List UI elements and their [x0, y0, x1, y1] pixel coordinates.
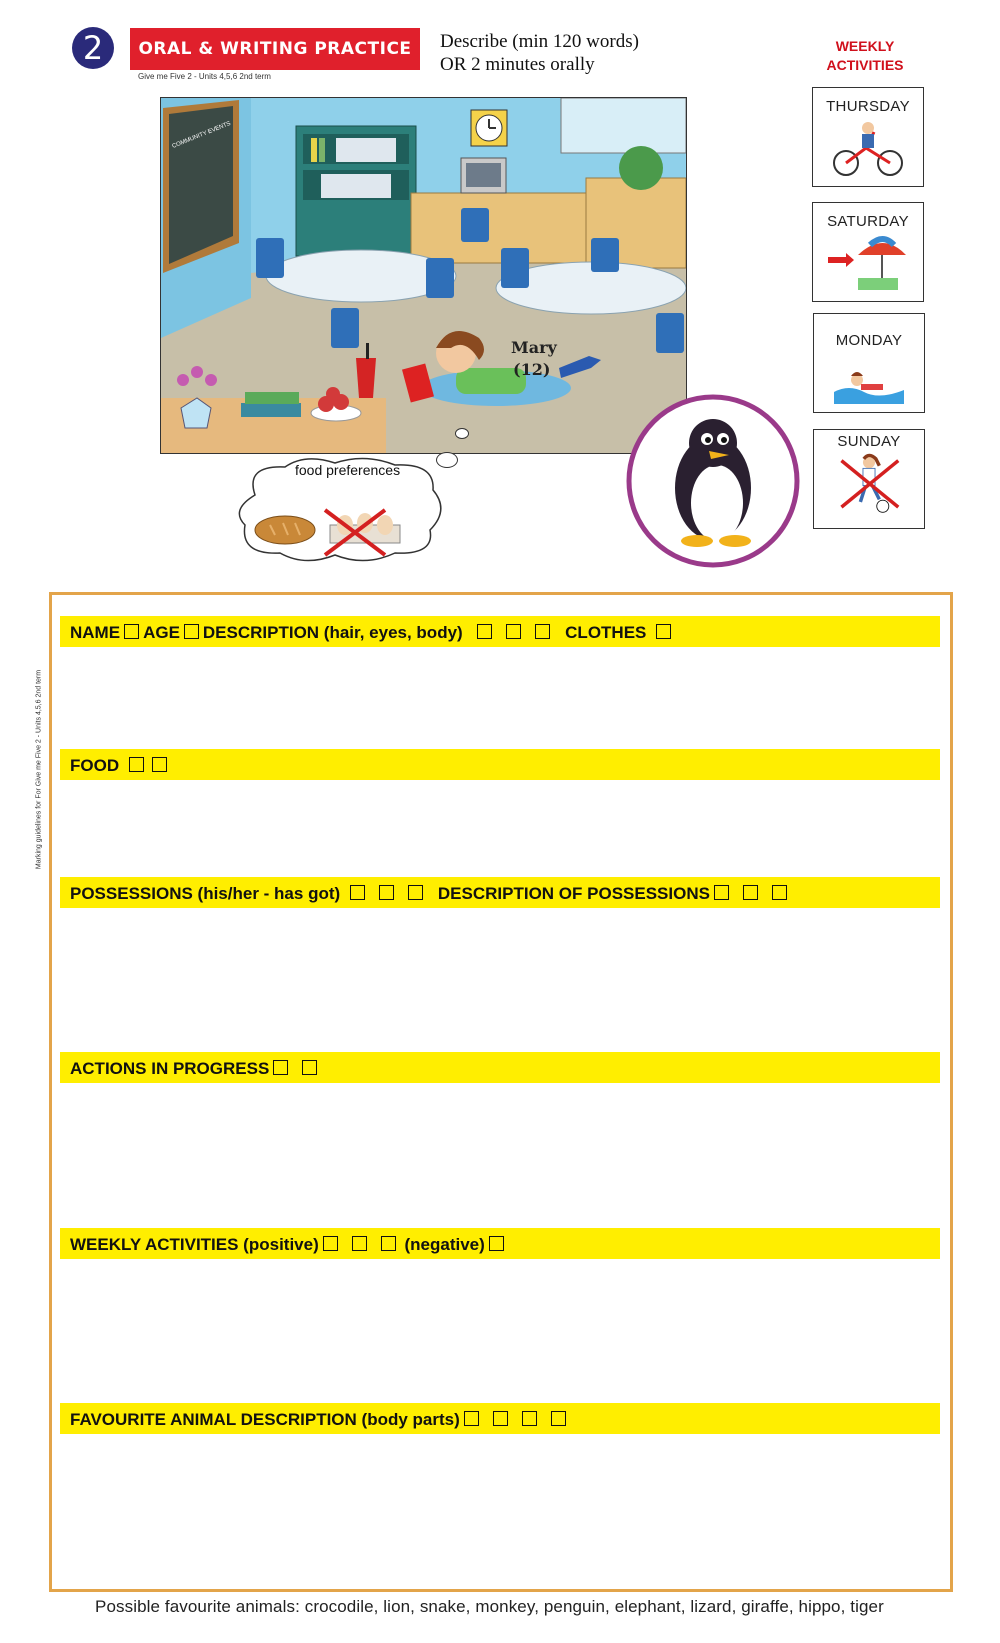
footer-note: Possible favourite animals: crocodile, lion, snake, monkey, penguin, elephant, lizard, giraffe, hippo, tiger	[95, 1597, 884, 1616]
day-label: MONDAY	[835, 332, 903, 349]
checkbox[interactable]	[551, 1411, 566, 1426]
blackboard-text: COMMUNITY EVENTS	[171, 120, 232, 150]
weekly-heading-line-1: WEEKLY	[835, 38, 895, 54]
food-label: FOOD	[70, 756, 120, 776]
football-icon	[829, 452, 909, 514]
checkbox[interactable]	[477, 624, 492, 639]
checkbox[interactable]	[124, 624, 139, 639]
description-label: DESCRIPTION (hair, eyes, body)	[202, 623, 463, 643]
checkbox[interactable]	[184, 624, 199, 639]
swimming-icon	[829, 356, 909, 418]
classroom-illustration	[160, 97, 687, 454]
weekly-positive-label: WEEKLY ACTIVITIES (positive)	[70, 1235, 319, 1255]
day-card-thursday	[812, 87, 924, 187]
day-label: THURSDAY	[826, 98, 910, 115]
food-preferences-label: food preferences	[295, 462, 401, 478]
side-note: Marking guidelines for For Give me Five 2 - Units 4,5,6 2nd term	[35, 669, 43, 870]
classroom-scene-svg	[161, 98, 686, 453]
checkbox[interactable]	[489, 1236, 504, 1251]
thought-bubble-dot	[436, 452, 458, 468]
possessions-description-label: DESCRIPTION OF POSSESSIONS	[437, 884, 710, 904]
page-title: ORAL & WRITING PRACTICE	[130, 28, 420, 70]
thought-bubble-dot	[455, 428, 469, 439]
assessment-form	[49, 592, 953, 1592]
cycling-icon	[828, 118, 908, 180]
checkbox[interactable]	[302, 1060, 317, 1075]
checkbox[interactable]	[506, 624, 521, 639]
credit-line: Give me Five 2 - Units 4,5,6 2nd term	[138, 72, 271, 81]
day-card-sunday	[813, 429, 925, 529]
character-age: (12)	[513, 360, 551, 379]
penguin-illustration	[625, 393, 801, 569]
form-row-actions	[60, 1052, 940, 1083]
blackboard	[163, 100, 239, 273]
task-line-2: OR 2 minutes orally	[440, 54, 595, 75]
form-row-possessions	[60, 877, 940, 908]
checkbox[interactable]	[152, 757, 167, 772]
actions-label: ACTIONS IN PROGRESS	[70, 1059, 270, 1079]
checkbox[interactable]	[379, 885, 394, 900]
checkbox[interactable]	[352, 1236, 367, 1251]
wall-clock	[471, 110, 507, 146]
checkbox[interactable]	[273, 1060, 288, 1075]
form-row-favourite-animal	[60, 1403, 940, 1434]
beach-umbrella-icon	[828, 233, 908, 295]
day-label: SUNDAY	[837, 433, 901, 450]
checkbox[interactable]	[714, 885, 729, 900]
task-line-1: Describe (min 120 words)	[440, 31, 639, 52]
checkbox[interactable]	[408, 885, 423, 900]
form-row-identity	[60, 616, 940, 647]
clothes-label: CLOTHES	[565, 623, 647, 643]
name-label: NAME	[70, 623, 121, 643]
day-card-monday	[813, 313, 925, 413]
weekly-negative-label: (negative)	[404, 1235, 485, 1255]
checkbox[interactable]	[493, 1411, 508, 1426]
computer	[461, 158, 506, 193]
day-label: SATURDAY	[827, 213, 909, 230]
task-instructions	[440, 30, 639, 76]
checkbox[interactable]	[522, 1411, 537, 1426]
possessions-label: POSSESSIONS (his/her - has got)	[70, 884, 341, 904]
weekly-heading-line-2: ACTIVITIES	[826, 57, 904, 73]
age-label: AGE	[143, 623, 180, 643]
bookshelf	[296, 126, 416, 256]
bread-icon	[255, 516, 315, 544]
checkbox[interactable]	[464, 1411, 479, 1426]
checkbox[interactable]	[772, 885, 787, 900]
character-name: Mary	[511, 338, 557, 357]
checkbox[interactable]	[129, 757, 144, 772]
day-card-saturday	[812, 202, 924, 302]
checkbox[interactable]	[656, 624, 671, 639]
checkbox[interactable]	[381, 1236, 396, 1251]
form-row-food	[60, 749, 940, 780]
favourite-animal-label: FAVOURITE ANIMAL DESCRIPTION (body parts)	[70, 1410, 460, 1430]
checkbox[interactable]	[350, 885, 365, 900]
exercise-number-badge: 2	[72, 27, 114, 69]
form-row-weekly-activities	[60, 1228, 940, 1259]
weekly-activities-heading	[800, 37, 930, 75]
checkbox[interactable]	[743, 885, 758, 900]
checkbox[interactable]	[323, 1236, 338, 1251]
checkbox[interactable]	[535, 624, 550, 639]
